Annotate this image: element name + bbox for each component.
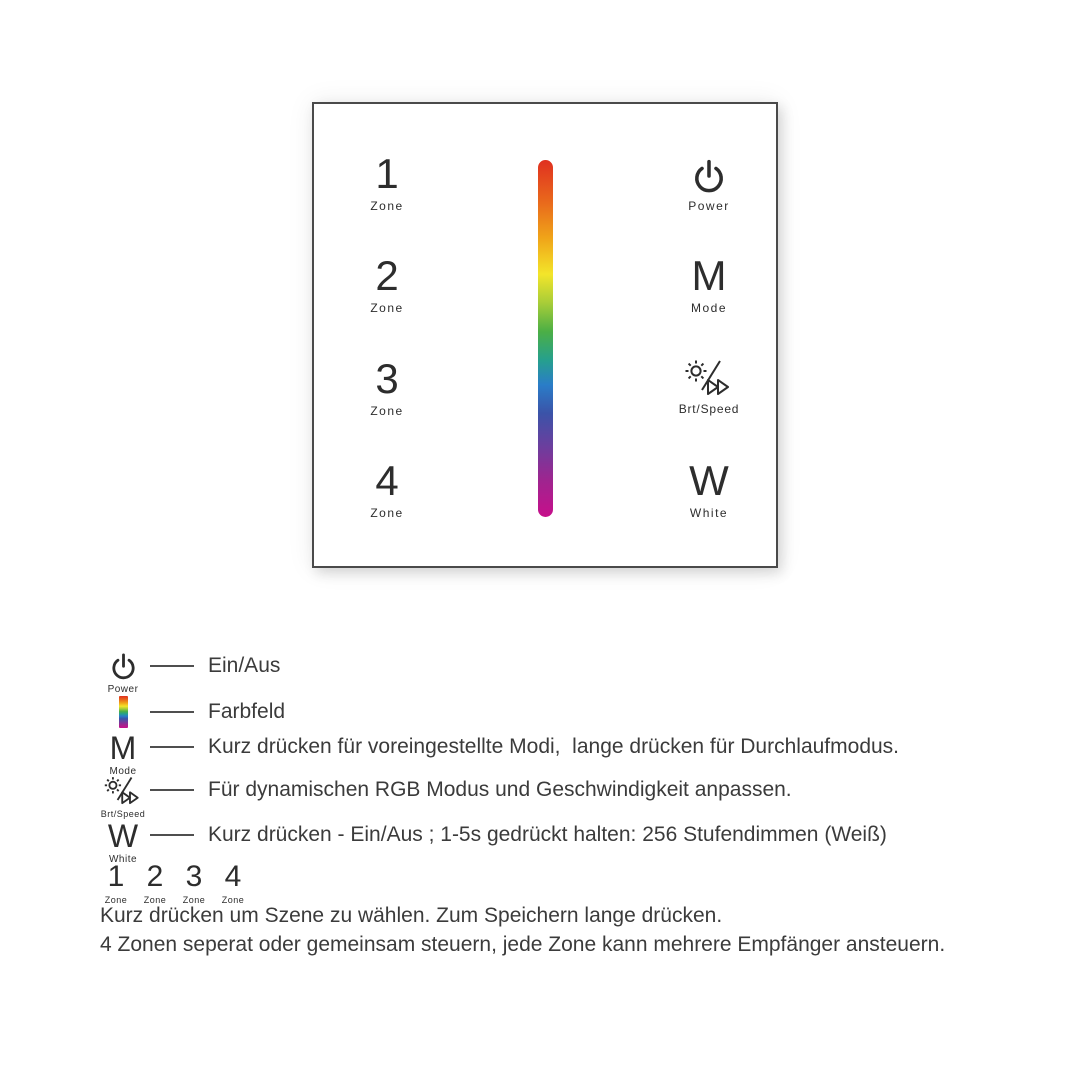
brightness-speed-icon — [102, 776, 144, 807]
legend-farbfeld-stack — [96, 696, 150, 728]
zone-1-label: Zone — [104, 895, 128, 905]
zone-3-number: 3 — [185, 860, 203, 893]
connector-line — [150, 711, 194, 713]
wall-controller-panel — [312, 102, 778, 568]
zone-1-number: 1 — [375, 150, 399, 197]
zone-3-number: 3 — [375, 355, 399, 402]
panel-zone-1-button[interactable] — [342, 152, 432, 213]
zone-2-label: Zone — [143, 895, 167, 905]
panel-zone-4-button[interactable] — [342, 459, 432, 520]
zone-4-label: Zone — [221, 895, 245, 905]
connector-line — [150, 746, 194, 748]
legend-mode-label: Mode — [109, 765, 137, 777]
zone-3-label: Zone — [370, 404, 404, 419]
power-label: Power — [688, 199, 730, 213]
zone-1-label: Zone — [370, 199, 404, 214]
connector-line — [150, 665, 194, 667]
white-letter: W — [689, 457, 729, 504]
color-strip-icon — [119, 696, 128, 728]
zone-4-label: Zone — [370, 506, 404, 521]
color-strip[interactable] — [538, 160, 553, 517]
legend-zone-1 — [99, 862, 133, 905]
legend-row-white — [96, 818, 887, 866]
legend-power-stack — [96, 652, 150, 695]
legend-zone-4 — [216, 862, 250, 905]
zone-2-label: Zone — [370, 301, 404, 316]
legend-mode-stack — [96, 729, 150, 777]
legend-mode-text: Kurz drücken für voreingestellte Modi, lange drücken für Durchlaufmodus. — [208, 735, 900, 758]
legend-zones-row — [99, 862, 250, 905]
legend-zone-2 — [138, 862, 172, 905]
zone-4-number: 4 — [375, 457, 399, 504]
legend-brt-speed-stack — [96, 776, 150, 819]
legend-white-stack — [96, 817, 150, 865]
brt-speed-label: Brt/Speed — [678, 402, 740, 416]
white-label: White — [689, 506, 729, 521]
legend-white-label: White — [108, 853, 138, 865]
panel-white-button[interactable] — [654, 459, 764, 520]
zone-2-number: 2 — [375, 252, 399, 299]
zone-2-number: 2 — [146, 860, 164, 893]
legend-power-label: Power — [107, 683, 139, 695]
panel-power-button[interactable] — [654, 158, 764, 213]
mode-letter: M — [691, 252, 727, 299]
mode-label: Mode — [690, 301, 728, 316]
legend-power-text: Ein/Aus — [208, 654, 281, 677]
connector-line — [150, 789, 194, 791]
note-scene: Kurz drücken um Szene zu wählen. Zum Speichern lange drücken. — [100, 904, 723, 927]
panel-zone-2-button[interactable] — [342, 254, 432, 315]
panel-brt-speed-button[interactable] — [654, 359, 764, 416]
legend-row-farbfeld — [96, 692, 285, 732]
legend-row-mode — [96, 730, 899, 778]
legend-row-power — [96, 650, 280, 696]
legend-white-text: Kurz drücken - Ein/Aus ; 1-5s gedrückt halten: 256 Stufendimmen (Weiß) — [208, 823, 887, 846]
legend-zone-3 — [177, 862, 211, 905]
zone-4-number: 4 — [224, 860, 242, 893]
power-icon — [692, 158, 726, 196]
mode-letter: M — [109, 729, 137, 766]
zone-1-number: 1 — [107, 860, 125, 893]
panel-zone-3-button[interactable] — [342, 357, 432, 418]
legend-row-brt-speed — [96, 774, 792, 820]
power-icon — [110, 652, 137, 682]
panel-mode-button[interactable] — [654, 254, 764, 315]
zone-3-label: Zone — [182, 895, 206, 905]
note-zones: 4 Zonen seperat oder gemeinsam steuern, jede Zone kann mehrere Empfänger ansteuern. — [100, 933, 946, 956]
legend-brt-speed-label: Brt/Speed — [100, 808, 146, 819]
brightness-speed-icon — [682, 359, 736, 399]
connector-line — [150, 834, 194, 836]
legend-brt-speed-text: Für dynamischen RGB Modus und Geschwindigkeit anpassen. — [208, 778, 792, 801]
white-letter: W — [107, 817, 139, 854]
legend-farbfeld-text: Farbfeld — [208, 700, 286, 723]
